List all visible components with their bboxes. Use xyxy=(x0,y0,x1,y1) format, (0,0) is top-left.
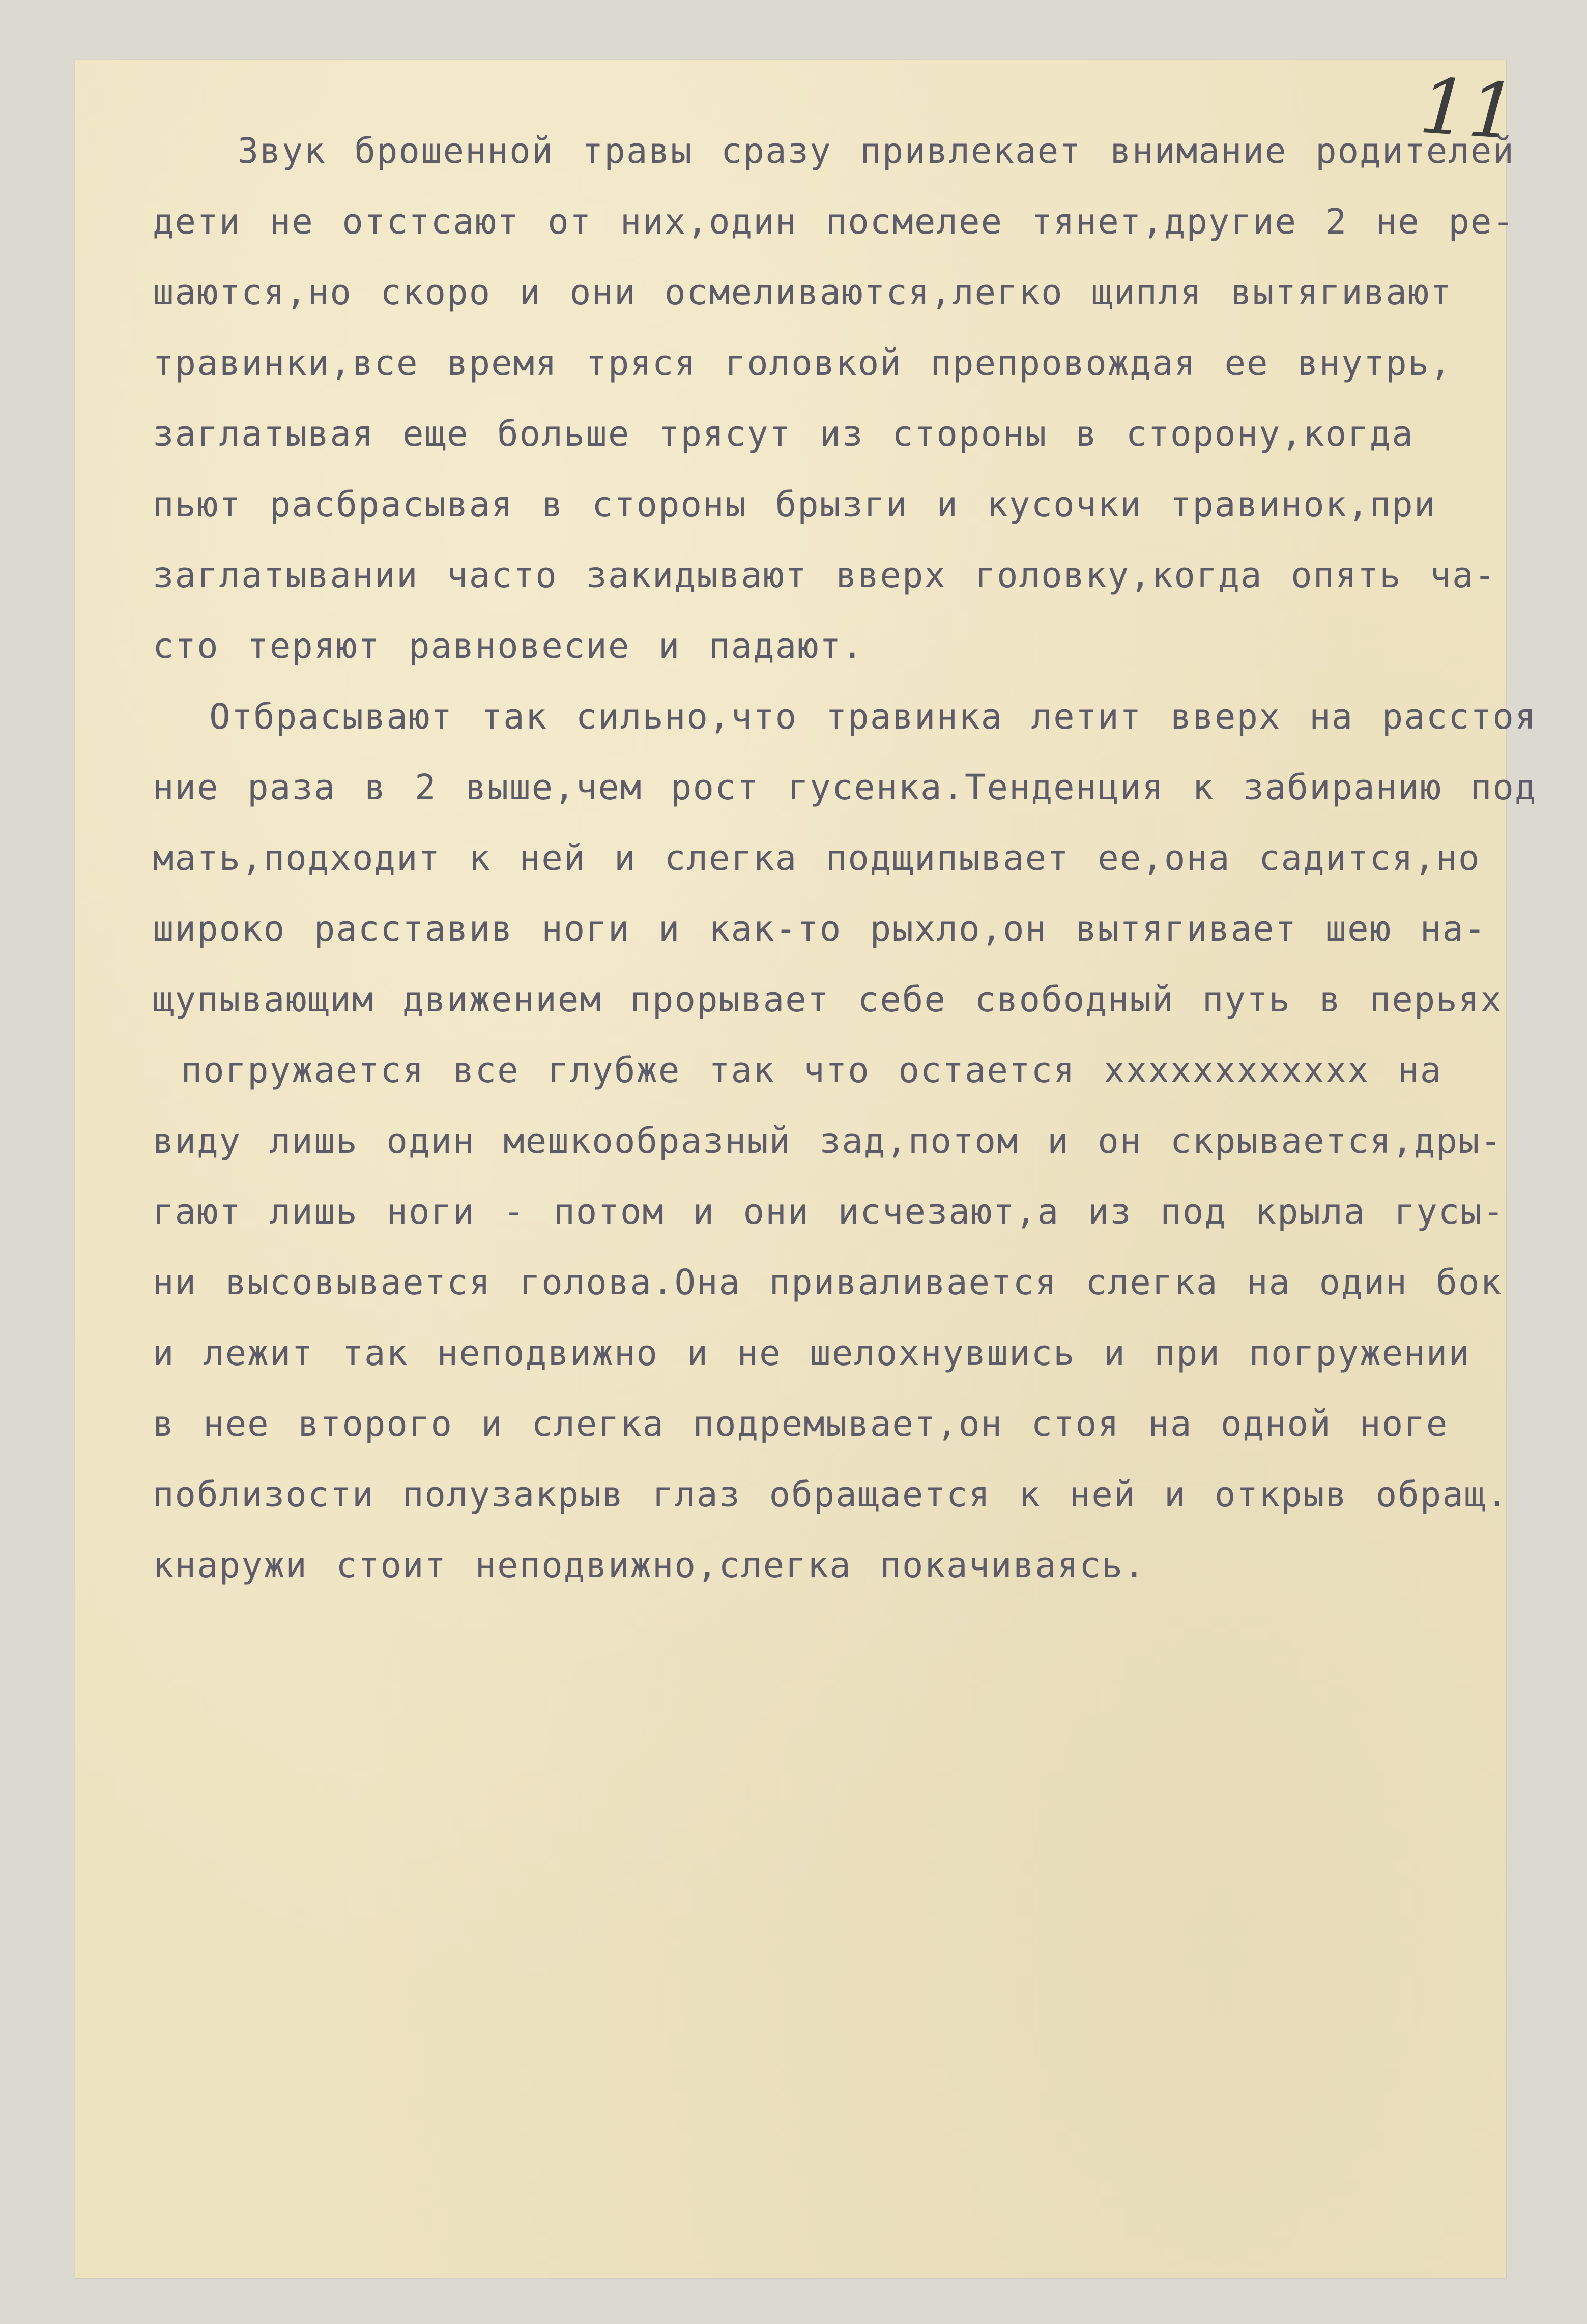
text-line: поблизости полузакрыв глаз обращается к ней и открыв обращ. xyxy=(153,1474,1509,1515)
text-line: Звук брошенной травы сразу привлекает внимание родителей xyxy=(153,131,1515,171)
text-line: в нее второго и слегка подремывает,он стоя на одной ноге xyxy=(153,1404,1449,1444)
text-line: широко расставив ноги и как-то рыхло,он вытягивает шею на- xyxy=(153,909,1487,949)
text-line: ни высовывается голова.Она приваливается слегка на один бок xyxy=(153,1262,1503,1303)
text-line: гают лишь ноги - потом и они исчезают,а из под крыла гусы- xyxy=(153,1192,1505,1232)
text-line: и лежит так неподвижно и не шелохнувшись и при погружении xyxy=(153,1333,1470,1374)
text-line: кнаружи стоит неподвижно,слегка покачиваясь. xyxy=(153,1545,1146,1586)
text-line: погружается все глубже так что остается xxxxxxxxxxxx на xyxy=(153,1050,1442,1091)
text-line: виду лишь один мешкообразный зад,потом и он скрывается,дры- xyxy=(153,1121,1503,1161)
text-line: пьют расбрасывая в стороны брызги и кусочки травинок,при xyxy=(153,484,1436,525)
text-line: заглатывании часто закидывают вверх головку,когда опять ча- xyxy=(153,555,1496,596)
text-line: Отбрасывают так сильно,что травинка летит вверх на расстоя xyxy=(153,696,1537,737)
text-line: заглатывая еще больше трясут из стороны в сторону,когда xyxy=(153,414,1414,454)
text-line: сто теряют равновесие и падают. xyxy=(153,626,864,666)
text-line: щупывающим движением прорывает себе свободный путь в перьях xyxy=(153,979,1503,1020)
text-line: травинки,все время тряся головкой препровождая ее внутрь, xyxy=(153,343,1452,384)
typed-text-body xyxy=(153,116,1537,1601)
text-line: ние раза в 2 выше,чем рост гусенка.Тенденция к забиранию под xyxy=(153,767,1537,808)
page-number: 11 xyxy=(1417,62,1520,157)
text-line: шаются,но скоро и они осмеливаются,легко щипля вытягивают xyxy=(153,272,1452,313)
text-line: дети не отстсают от них,один посмелее тянет,другие 2 не ре- xyxy=(153,201,1515,242)
text-line: мать,подходит к ней и слегка подщипывает ее,она садится,но xyxy=(153,838,1481,879)
